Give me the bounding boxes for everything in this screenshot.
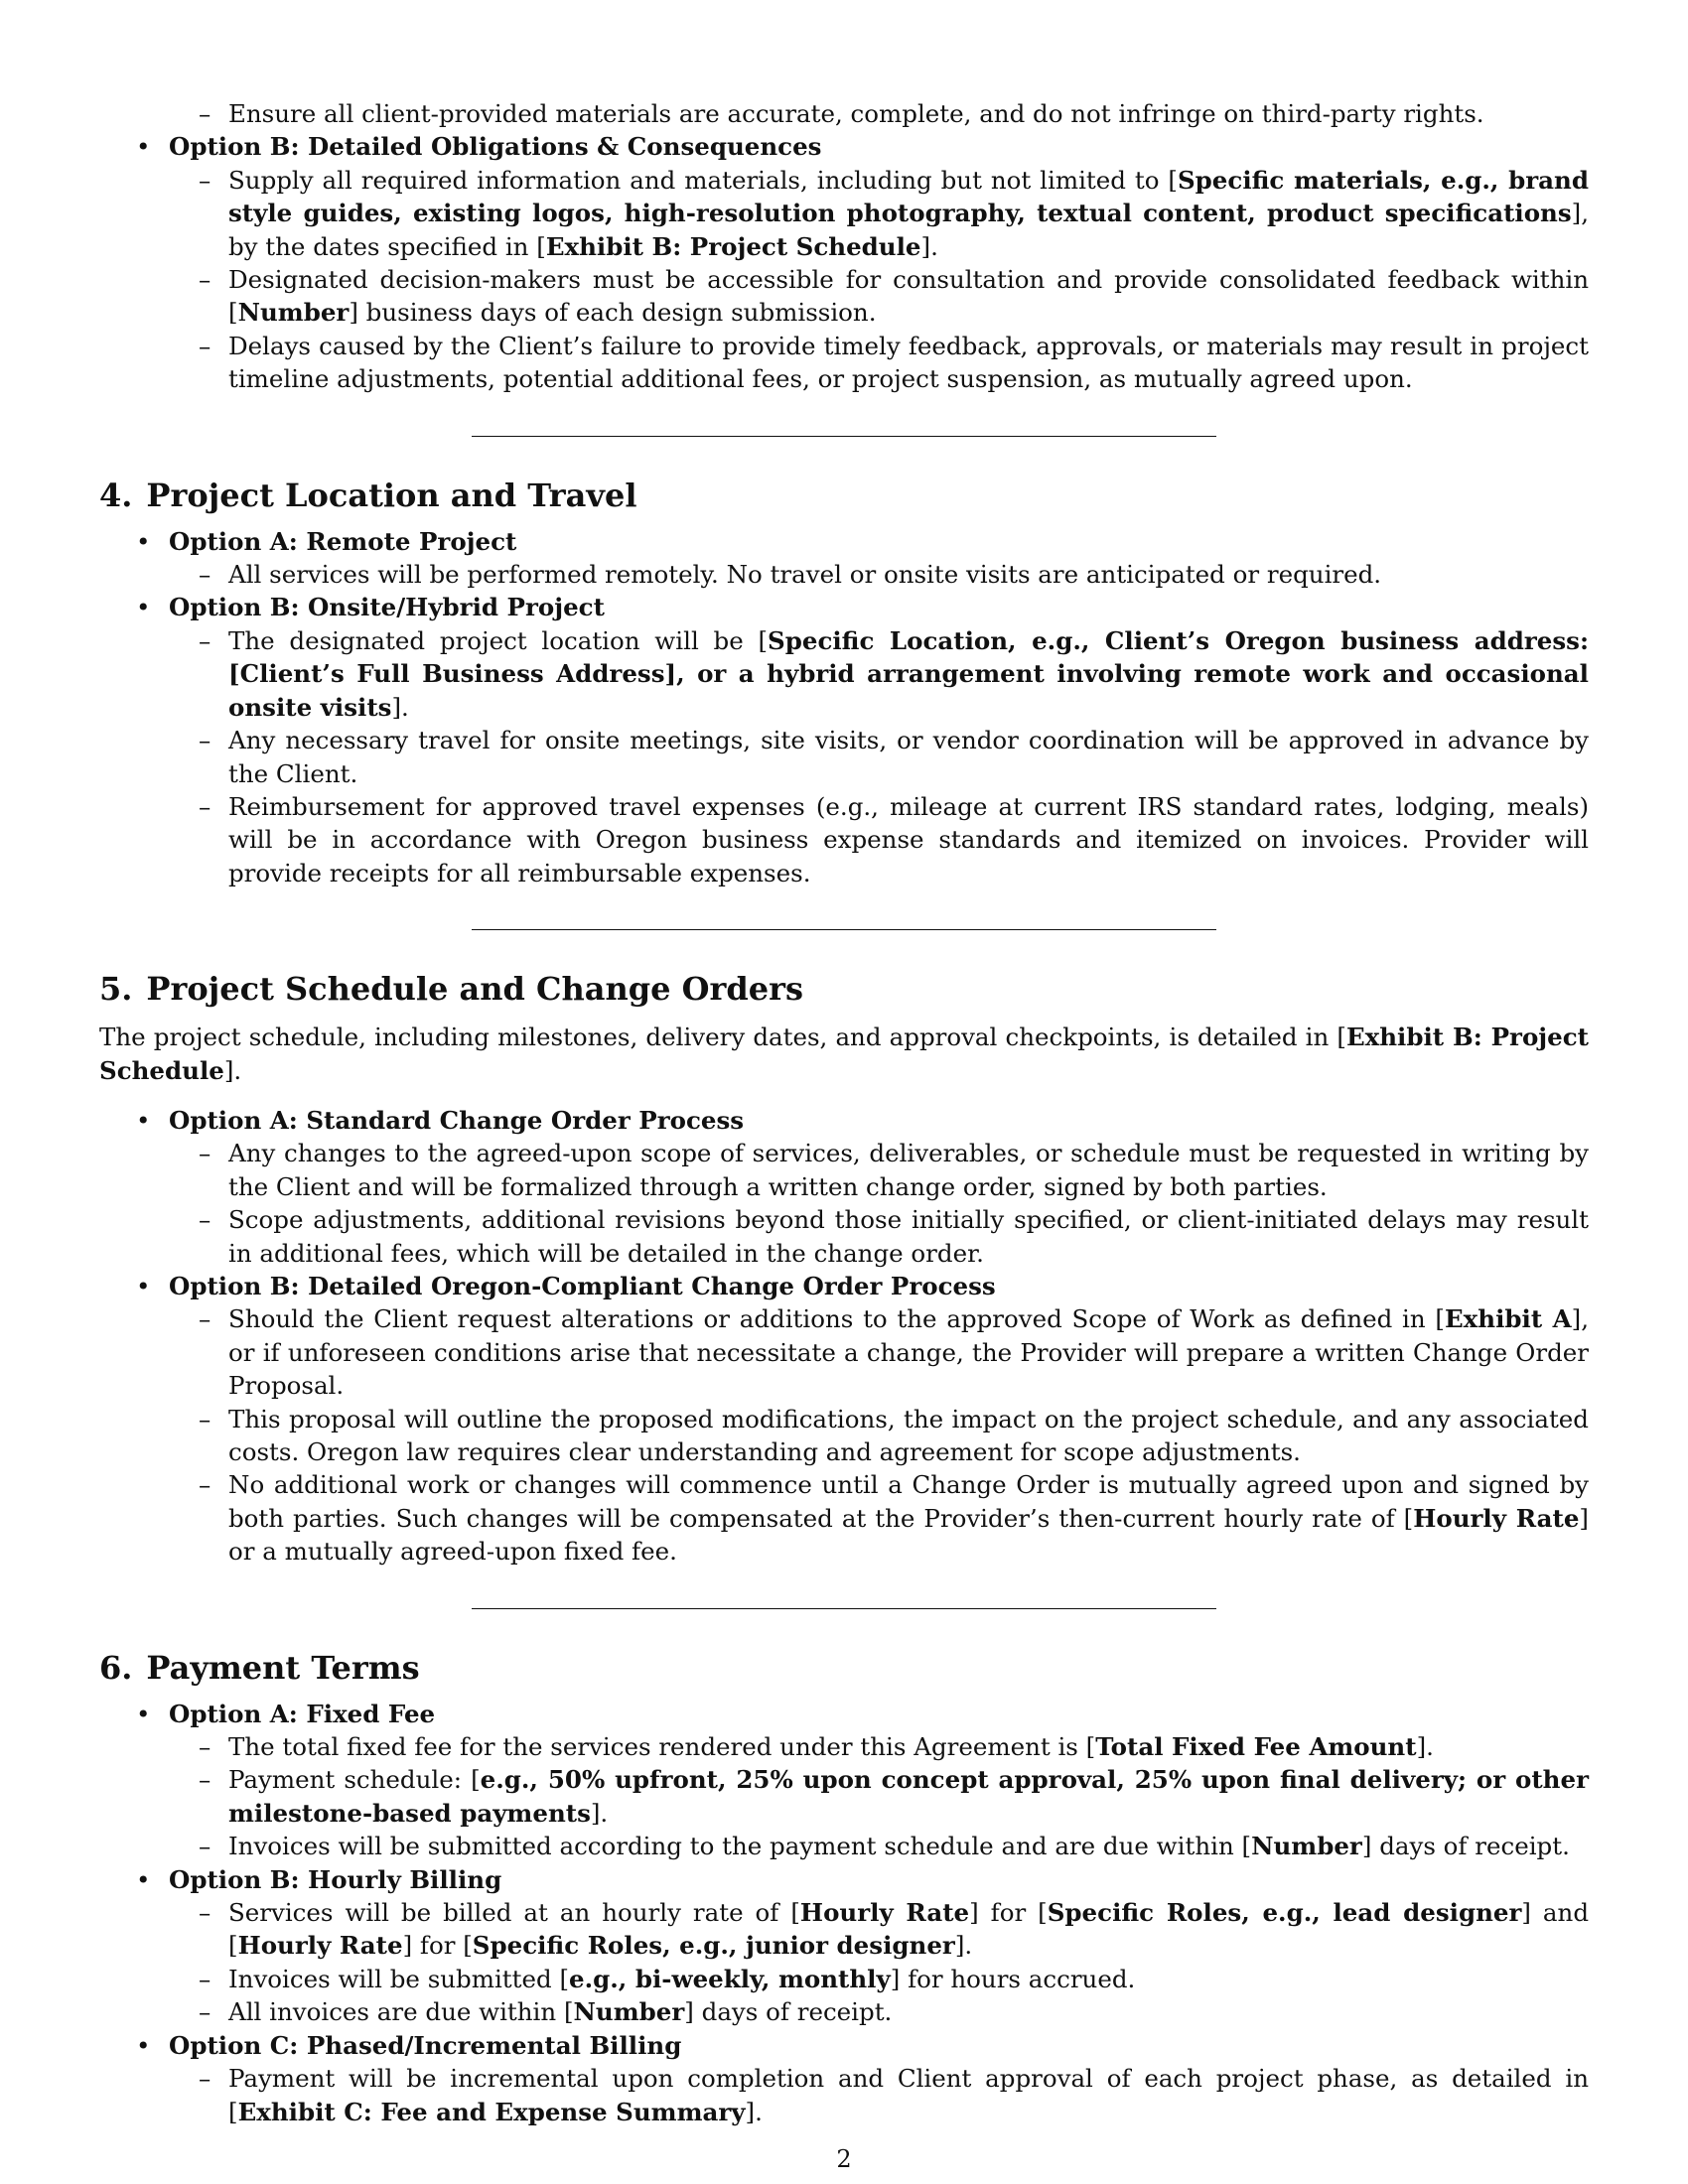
list-item: – Delays caused by the Client’s failure to provide timely feedback, approvals, or materials may result in project timeline adjustments, potential additional fees, or project suspension, as mutually agreed upon. bbox=[99, 330, 1589, 396]
list-item: – Reimbursement for approved travel expenses (e.g., mileage at current IRS standard rates, lodging, meals) will be in accordance with Oregon business expense standards and itemized on invoices. Provider will provide receipts for all reimbursable expenses. bbox=[99, 790, 1589, 889]
section-paragraph: The project schedule, including milestones, delivery dates, and approval checkpoints, is detailed in [Exhibit B: Project Schedule]. bbox=[99, 1023, 1589, 1085]
list-item: – Invoices will be submitted [e.g., bi-weekly, monthly] for hours accrued. bbox=[99, 1963, 1589, 1995]
list-item: – Should the Client request alterations or additions to the approved Scope of Work as defined in [Exhibit A], or if unforeseen conditions arise that necessitate a change, the Provider will prepare a written Change Order Proposal. bbox=[99, 1302, 1589, 1402]
list-item: – No additional work or changes will commence until a Change Order is mutually agreed upon and signed by both parties. Such changes will be compensated at the Provider’s then-current hourly rate of [Hourly Rate] or a mutually agreed-upon fixed fee. bbox=[99, 1468, 1589, 1568]
list-item: – All invoices are due within [Number] days of receipt. bbox=[99, 1995, 1589, 2028]
option-b-label: • Option B: Hourly Billing bbox=[99, 1863, 1589, 1896]
list-item: – The total fixed fee for the services rendered under this Agreement is [Total Fixed Fee Amount]. bbox=[99, 1730, 1589, 1763]
list-item: – Invoices will be submitted according to the payment schedule and are due within [Number] days of receipt. bbox=[99, 1830, 1589, 1862]
section-heading: 5. Project Schedule and Change Orders bbox=[99, 970, 803, 1009]
list-item: – Any changes to the agreed-upon scope of services, deliverables, or schedule must be requested in writing by the Client and will be formalized through a written change order, signed by both parties. bbox=[99, 1137, 1589, 1203]
document-page bbox=[99, 97, 1589, 2128]
option-a-label: • Option A: Remote Project bbox=[99, 525, 1589, 558]
list-item: – This proposal will outline the proposed modifications, the impact on the project schedule, and any associated costs. Oregon law requires clear understanding and agreement for scope adjustments. bbox=[99, 1403, 1589, 1469]
list-item: – Supply all required information and materials, including but not limited to [Specific materials, e.g., brand style guides, existing logos, high-resolution photography, textual content, product specifications], by the dates specified in [Exhibit B: Project Schedule]. bbox=[99, 164, 1589, 263]
list-item: – Payment schedule: [e.g., 50% upfront, 25% upon concept approval, 25% upon final delivery; or other milestone-based payments]. bbox=[99, 1763, 1589, 1830]
list-item: – Services will be billed at an hourly rate of [Hourly Rate] for [Specific Roles, e.g., lead designer] and [Hourly Rate] for [Specific Roles, e.g., junior designer]. bbox=[99, 1896, 1589, 1963]
section-heading: 4. Project Location and Travel bbox=[99, 476, 637, 514]
option-c-label: • Option C: Phased/Incremental Billing bbox=[99, 2029, 1589, 2062]
option-a-label: • Option A: Standard Change Order Process bbox=[99, 1104, 1589, 1137]
list-item: – Payment will be incremental upon completion and Client approval of each project phase, as detailed in [Exhibit C: Fee and Expense Summary]. bbox=[99, 2062, 1589, 2128]
list-item: – All services will be performed remotely. No travel or onsite visits are anticipated or required. bbox=[99, 558, 1589, 591]
section-heading: 6. Payment Terms bbox=[99, 1648, 420, 1687]
list-item: – The designated project location will be [Specific Location, e.g., Client’s Oregon business address: [Client’s Full Business Address], or a hybrid arrangement involving remote work and occasional onsite visits]. bbox=[99, 624, 1589, 724]
list-item: – Any necessary travel for onsite meetings, site visits, or vendor coordination will be approved in advance by the Client. bbox=[99, 724, 1589, 790]
list-item: – Designated decision-makers must be accessible for consultation and provide consolidated feedback within [Number] business days of each design submission. bbox=[99, 263, 1589, 330]
list-item: – Ensure all client-provided materials are accurate, complete, and do not infringe on third-party rights. bbox=[99, 97, 1589, 130]
option-b-label: • Option B: Detailed Oregon-Compliant Change Order Process bbox=[99, 1270, 1589, 1302]
option-b-label: • Option B: Onsite/Hybrid Project bbox=[99, 591, 1589, 623]
list-item: – Scope adjustments, additional revisions beyond those initially specified, or client-initiated delays may result in additional fees, which will be detailed in the change order. bbox=[99, 1203, 1589, 1270]
option-a-label: • Option A: Fixed Fee bbox=[99, 1698, 1589, 1730]
option-b-label: • Option B: Detailed Obligations & Consequences bbox=[99, 130, 1589, 163]
page-number: 2 bbox=[836, 2145, 852, 2173]
